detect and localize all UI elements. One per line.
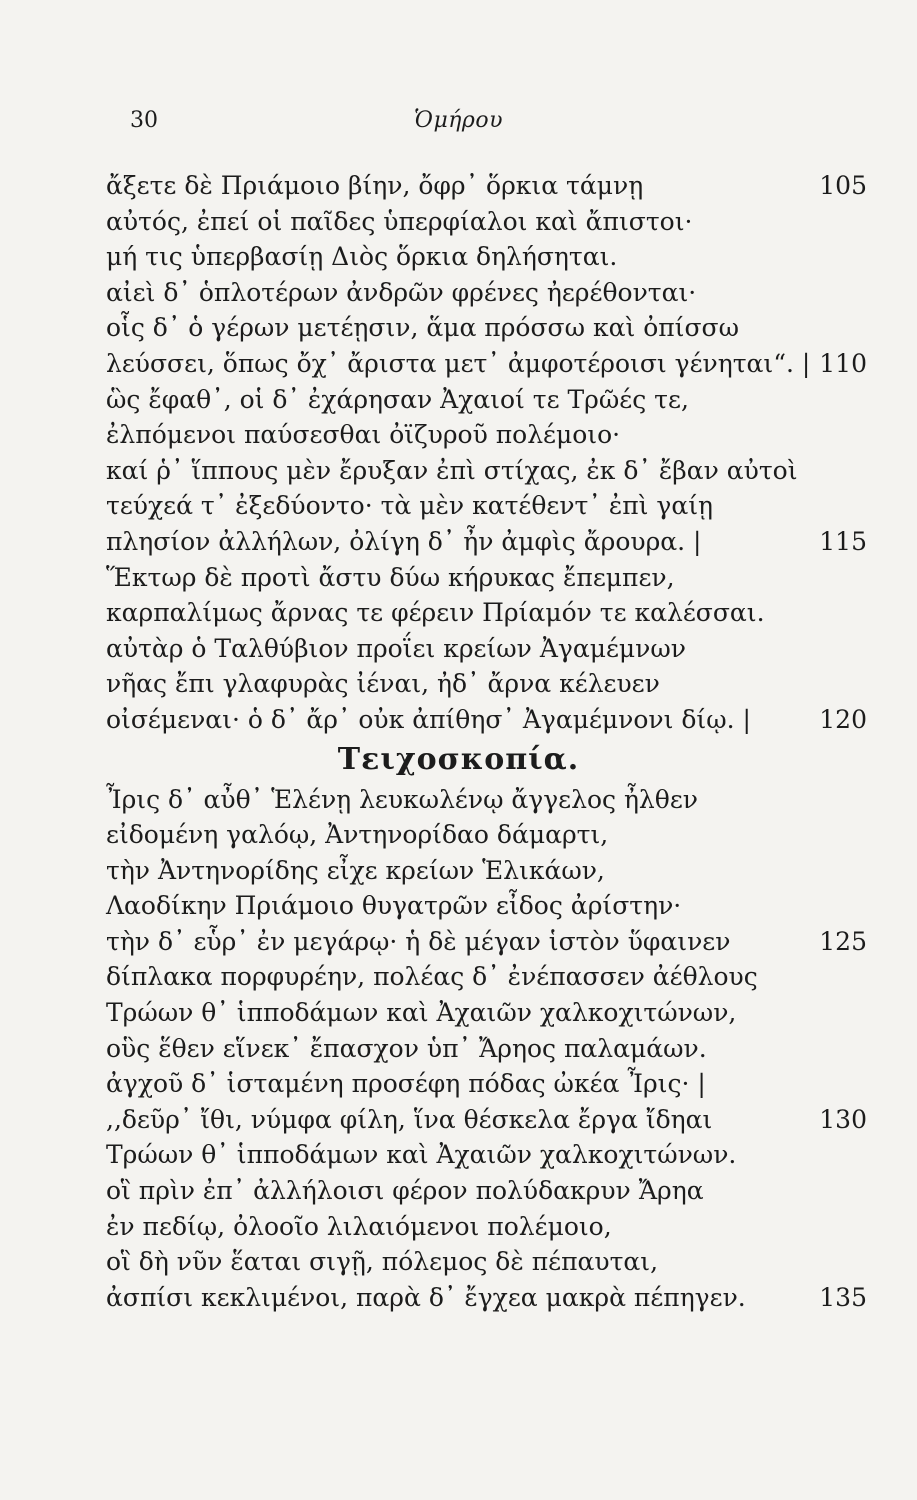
verse-text: ἀσπίσι κεκλιμένοι, παρὰ δ᾽ ἔγχεα μακρὰ πέπηγεν. xyxy=(106,1282,746,1312)
verse-line xyxy=(0,1209,917,1245)
verse-text: Ἶρις δ᾽ αὖθ᾽ Ἑλένῃ λευκωλένῳ ἄγγελος ἦλθεν xyxy=(106,784,698,814)
section-heading-text: Τειχοσκοπία. xyxy=(337,741,580,777)
page-number: 30 xyxy=(130,108,158,133)
verse-line xyxy=(0,346,917,382)
verse-text: οἰσέμεναι· ὁ δ᾽ ἄρ᾽ οὐκ ἀπίθησ᾽ Ἀγαμέμνονι δίῳ. | xyxy=(106,704,751,734)
verse-text: ἐλπόμενοι παύσεσθαι ὀϊζυροῦ πολέμοιο· xyxy=(106,420,621,450)
verse-text: τὴν Ἀντηνορίδης εἶχε κρείων Ἑλικάων, xyxy=(106,855,605,885)
verse-text: τὴν δ᾽ εὗρ᾽ ἐν μεγάρῳ· ἡ δὲ μέγαν ἱστὸν ὕφαινεν xyxy=(106,926,731,956)
verse-text: Τρώων θ᾽ ἱπποδάμων καὶ Ἀχαιῶν χαλκοχιτώνων. xyxy=(106,1140,737,1170)
verse-text: πλησίον ἀλλήλων, ὀλίγη δ᾽ ἦν ἀμφὶς ἄρουρα. | xyxy=(106,526,702,556)
verse-text: Τρώων θ᾽ ἱπποδάμων καὶ Ἀχαιῶν χαλκοχιτώνων, xyxy=(106,998,737,1028)
running-title: Ὁμήρου xyxy=(414,108,503,133)
verse-line xyxy=(0,275,917,311)
verse-line xyxy=(0,666,917,702)
verse-line xyxy=(0,1137,917,1173)
verse-text: εἰδομένη γαλόῳ, Ἀντηνορίδαο δάμαρτι, xyxy=(106,820,609,850)
verse-line xyxy=(0,1031,917,1067)
verse-text: καί ῥ᾽ ἵππους μὲν ἔρυξαν ἐπὶ στίχας, ἐκ δ᾽ ἔβαν αὐτοὶ xyxy=(106,455,798,485)
verse-text: Λαοδίκην Πριάμοιο θυγατρῶν εἶδος ἀρίστην· xyxy=(106,891,682,921)
verse-text: οἳ πρὶν ἐπ᾽ ἀλλήλοισι φέρον πολύδακρυν Ἄρηα xyxy=(106,1176,704,1206)
verse-line xyxy=(0,168,917,204)
verse-line xyxy=(0,1102,917,1138)
verse-text: ὣς ἔφαθ᾽, οἱ δ᾽ ἐχάρησαν Ἀχαιοί τε Τρῶές τε, xyxy=(106,384,689,414)
verse-text: οὓς ἕθεν εἵνεκ᾽ ἔπασχον ὑπ᾽ Ἄρηος παλαμάων. xyxy=(106,1033,707,1063)
line-number: 135 xyxy=(819,1282,867,1312)
verse-text: αὐτός, ἐπεί οἱ παῖδες ὑπερφίαλοι καὶ ἄπιστοι· xyxy=(106,206,693,236)
verse-text: ἄξετε δὲ Πριάμοιο βίην, ὄφρ᾽ ὅρκια τάμνῃ xyxy=(106,171,644,200)
verse-line xyxy=(0,595,917,631)
verse-text: μή τις ὑπερβασίῃ Διὸς ὅρκια δηλήσηται. xyxy=(106,242,618,272)
line-number: 125 xyxy=(819,926,867,956)
verse-text: ἐν πεδίῳ, ὀλοοῖο λιλαιόμενοι πολέμοιο, xyxy=(106,1211,612,1241)
line-number: 105 xyxy=(819,171,867,200)
verse-text: δίπλακα πορφυρέην, πολέας δ᾽ ἐνέπασσεν ἀέθλους xyxy=(106,962,758,992)
verse-line xyxy=(0,488,917,524)
verse-line xyxy=(0,1244,917,1280)
verse-line xyxy=(0,560,917,596)
verse-line xyxy=(0,310,917,346)
verse-text: ἀγχοῦ δ᾽ ἱσταμένη προσέφη πόδας ὠκέα Ἶρις· | xyxy=(106,1069,706,1099)
verse-line xyxy=(0,239,917,275)
line-number: 115 xyxy=(819,526,867,556)
verse-text: τεύχεά τ᾽ ἐξεδύοντο· τὰ μὲν κατέθεντ᾽ ἐπὶ γαίῃ xyxy=(106,491,714,521)
verse-text: αἰεὶ δ᾽ ὁπλοτέρων ἀνδρῶν φρένες ἠερέθονται· xyxy=(106,277,697,307)
verse-line xyxy=(0,782,917,818)
verse-line xyxy=(0,995,917,1031)
section-heading xyxy=(0,738,917,782)
verse-line xyxy=(0,1066,917,1102)
verse-line xyxy=(0,853,917,889)
verse-line xyxy=(0,453,917,489)
page-header xyxy=(0,108,917,148)
verse-line xyxy=(0,924,917,960)
verse-line xyxy=(0,702,917,738)
verse-line xyxy=(0,1280,917,1316)
verse-text: οἷς δ᾽ ὁ γέρων μετέῃσιν, ἅμα πρόσσω καὶ ὀπίσσω xyxy=(106,313,739,343)
verse-text: αὐτὰρ ὁ Ταλθύβιον προΐει κρείων Ἀγαμέμνων xyxy=(106,633,686,663)
verse-text: λεύσσει, ὅπως ὄχ᾽ ἄριστα μετ᾽ ἀμφοτέροισι γένηται“. | xyxy=(106,348,811,378)
verse-line xyxy=(0,631,917,667)
verse-line xyxy=(0,382,917,418)
verse-text: καρπαλίμως ἄρνας τε φέρειν Πρίαμόν τε καλέσσαι. xyxy=(106,598,765,628)
verse-text: νῆας ἔπι γλαφυρὰς ἰέναι, ἠδ᾽ ἄρνα κέλευεν xyxy=(106,669,660,699)
verse-line xyxy=(0,204,917,240)
verse-line xyxy=(0,888,917,924)
verse-text: Ἕκτωρ δὲ προτὶ ἄστυ δύω κήρυκας ἔπεμπεν, xyxy=(106,562,675,592)
verse-line xyxy=(0,1173,917,1209)
line-number: 110 xyxy=(819,348,867,378)
line-number: 120 xyxy=(819,704,867,734)
verse-text: ,,δεῦρ᾽ ἴθι, νύμφα φίλη, ἵνα θέσκελα ἔργα ἴδηαι xyxy=(106,1104,713,1134)
verse-line xyxy=(0,524,917,560)
verse-line xyxy=(0,417,917,453)
verse-line xyxy=(0,817,917,853)
verse-text: οἳ δὴ νῦν ἕαται σιγῇ, πόλεμος δὲ πέπαυται, xyxy=(106,1247,659,1277)
verse-line xyxy=(0,959,917,995)
poem-text xyxy=(0,168,917,1315)
line-number: 130 xyxy=(819,1104,867,1134)
